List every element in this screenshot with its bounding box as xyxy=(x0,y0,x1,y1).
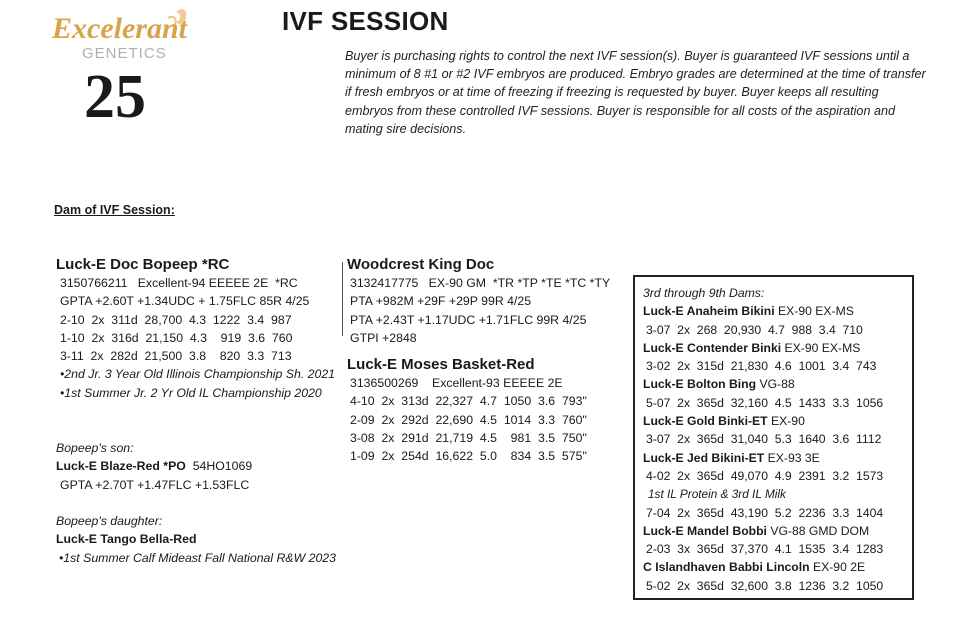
sire-line: 3132417775 EX-90 GM *TR *TP *TE *TC *TY xyxy=(350,276,611,290)
maternal-sire-line: 3136500269 Excellent-93 EEEEE 2E xyxy=(350,376,563,391)
ancestor-dam-record: 3-07 2x 365d 31,040 5.3 1640 3.6 1112 xyxy=(646,432,882,447)
dam-heading: Dam of IVF Session: xyxy=(54,203,175,217)
page-title: IVF SESSION xyxy=(282,6,449,36)
maternal-sire-line: 3-08 2x 291d 21,719 4.5 981 3.5 750" xyxy=(350,431,587,446)
dam-honor: •1st Summer Jr. 2 Yr Old IL Championship 2020 xyxy=(60,385,322,400)
dam-name: Luck-E Doc Bopeep *RC xyxy=(56,256,230,273)
maternal-sire-line: 4-10 2x 313d 22,327 4.7 1050 3.6 793" xyxy=(350,394,587,409)
ancestor-dam-name: Luck-E Contender Binki EX-90 EX-MS xyxy=(643,340,861,355)
son-row xyxy=(56,457,341,475)
ancestor-dam-record: 3-02 2x 315d 21,830 4.6 1001 3.4 743 xyxy=(646,359,877,374)
ancestor-dam-record: 5-02 2x 365d 32,600 3.8 1236 3.2 1050 xyxy=(646,578,884,593)
dam-line: 2-10 2x 311d 28,700 4.3 1222 3.4 987 xyxy=(60,312,292,327)
logo-graphic xyxy=(48,4,193,64)
son-label: Bopeep's son: xyxy=(56,441,134,456)
sire-line: PTA +982M +29F +29P 99R 4/25 xyxy=(350,294,532,309)
ancestor-dam-name: Luck-E Anaheim Bikini EX-90 EX-MS xyxy=(643,304,854,319)
session-description: Buyer is purchasing rights to control the next IVF session(s). Buyer is guaranteed IVF sessions until a minimum of 8 #1 or #2 IVF embryos are produced. Embryo grades are determined at the time of transfer if fresh embryos or at time of freezing if freezing is requested by buyer. Buyer keeps all resulting embryos from these controlled IVF sessions. Buyer is responsible for all costs of the aspiration and mating sire decisions. xyxy=(345,49,926,136)
maternal-sire-line: 1-09 2x 254d 16,622 5.0 834 3.5 575" xyxy=(350,449,587,464)
son-name: Luck-E Blaze-Red *PO xyxy=(56,459,186,474)
ancestor-dam-record: 4-02 2x 365d 49,070 4.9 2391 3.2 1573 xyxy=(646,468,884,483)
dam-line: GPTA +2.60T +1.34UDC + 1.75FLC 85R 4/25 xyxy=(60,294,310,309)
son-gpta: GPTA +2.70T +1.47FLC +1.53FLC xyxy=(60,477,250,492)
dam-line: 3150766211 Excellent-94 EEEEE 2E *RC xyxy=(60,276,298,290)
ancestor-dam-name: Luck-E Bolton Bing VG-88 xyxy=(643,377,795,392)
ancestor-dam-record: 2-03 3x 365d 37,370 4.1 1535 3.4 1283 xyxy=(646,542,884,557)
excelerant-genetics-logo xyxy=(48,4,193,64)
dam-section xyxy=(56,255,341,567)
lot-number: 25 xyxy=(84,63,146,131)
ancestor-dam-note: 1st IL Protein & 3rd IL Milk xyxy=(648,487,786,502)
maternal-sire-line: 2-09 2x 292d 22,690 4.5 1014 3.3 760" xyxy=(350,412,587,427)
maternal-sire-name: Luck-E Moses Basket-Red xyxy=(347,356,535,374)
sire-name: Woodcrest King Doc xyxy=(347,256,495,273)
daughter-honor: •1st Summer Calf Mideast Fall National R&W 2023 xyxy=(59,550,336,565)
ancestor-dam-record: 5-07 2x 365d 32,160 4.5 1433 3.3 1056 xyxy=(646,395,884,410)
sire-line: GTPI +2848 xyxy=(350,330,417,345)
ancestor-dams-heading: 3rd through 9th Dams: xyxy=(643,286,765,300)
sire-line: PTA +2.43T +1.17UDC +1.71FLC 99R 4/25 xyxy=(350,312,587,327)
ancestor-dam-record: 7-04 2x 365d 43,190 5.2 2236 3.3 1404 xyxy=(646,505,884,520)
column-divider xyxy=(342,262,343,336)
ancestor-dam-name: Luck-E Jed Bikini-ET EX-93 3E xyxy=(643,450,820,465)
ancestor-dam-name: Luck-E Gold Binki-ET EX-90 xyxy=(643,414,805,429)
daughter-name: Luck-E Tango Bella-Red xyxy=(56,532,197,547)
logo-text-bottom: GENETICS xyxy=(82,45,167,62)
son-code: 54HO1069 xyxy=(192,459,253,474)
daughter-label: Bopeep's daughter: xyxy=(56,513,163,528)
ancestor-dam-name: Luck-E Mandel Bobbi VG-88 GMD DOM xyxy=(643,523,870,538)
ancestor-dam-record: 3-07 2x 268 20,930 4.7 988 3.4 710 xyxy=(646,322,863,337)
logo-text-top: Excelerant xyxy=(52,12,187,45)
ancestor-dams-box xyxy=(633,275,914,600)
ancestor-dam-name: C Islandhaven Babbi Lincoln EX-90 2E xyxy=(643,560,866,575)
sire-section xyxy=(347,255,622,466)
dam-line: 3-11 2x 282d 21,500 3.8 820 3.3 713 xyxy=(60,349,292,364)
dam-line: 1-10 2x 316d 21,150 4.3 919 3.6 760 xyxy=(60,330,293,345)
dam-honor: •2nd Jr. 3 Year Old Illinois Championship Sh. 2021 xyxy=(60,367,335,382)
